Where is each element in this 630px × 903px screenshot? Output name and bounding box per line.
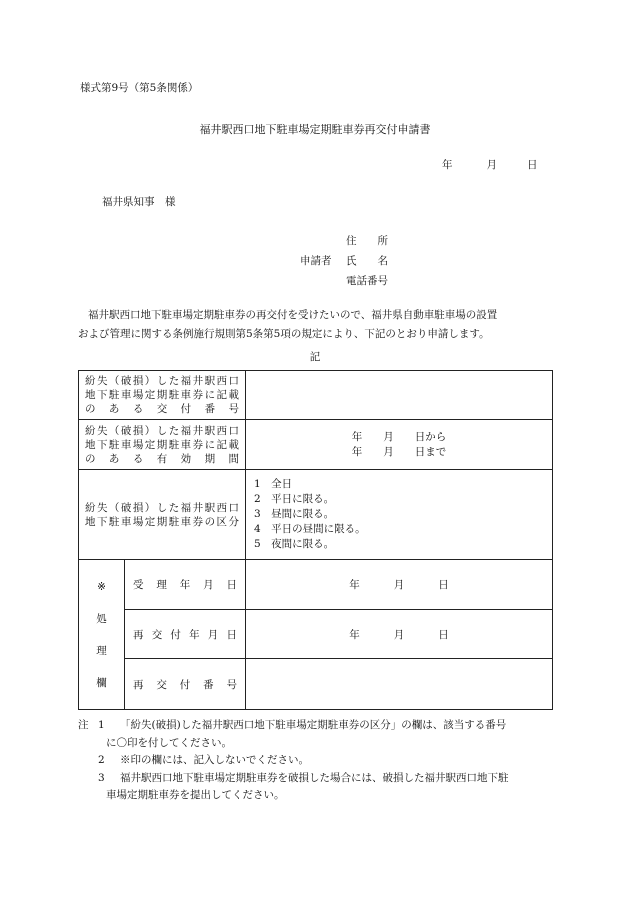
applicant-block (300, 231, 388, 291)
validity-from: 年 月 日から (351, 430, 447, 443)
table-row-reissue-number (79, 659, 553, 710)
receipt-date-field: 年 月 日 (246, 560, 553, 610)
category-label: 紛失（破損）した福井駅西口 地下駐車場定期駐車券の区分 (79, 470, 246, 560)
table-row-receipt-date (79, 560, 553, 610)
processing-char: 処 (96, 612, 107, 625)
date-day-label: 日 (527, 159, 538, 171)
reissue-date-label: 再交付年月日 (125, 610, 246, 659)
table-row-ticket-number (79, 371, 553, 420)
ki-heading: 記 (309, 351, 321, 363)
application-date (442, 157, 538, 172)
table-row-reissue-date (79, 610, 553, 659)
address-label: 住 所 (346, 235, 388, 247)
note-item (78, 752, 568, 770)
processing-mark: ※ (97, 580, 106, 593)
notes-head: 注 (78, 719, 89, 731)
table-row-validity (79, 420, 553, 470)
ticket-number-label: 紛失（破損）した福井駅西口 地下駐車場定期駐車券に記載 のある交付番号 (79, 371, 246, 420)
category-option[interactable]: 1 全日 (254, 478, 293, 490)
application-table (78, 370, 553, 710)
note-text: 「紛失(破損)した福井駅西口地下駐車場定期駐車券の区分」の欄は、該当する番号 (120, 719, 507, 731)
category-option[interactable]: 4 平日の昼間に限る。 (254, 523, 366, 535)
reissue-number-field (246, 659, 553, 710)
note-number: 2 (98, 754, 105, 766)
note-number: 3 (98, 771, 105, 784)
processing-char: 欄 (96, 676, 107, 689)
note-number: 1 (98, 719, 105, 731)
category-option[interactable]: 2 平日に限る。 (254, 493, 335, 505)
form-number: 様式第9号（第5条関係） (80, 82, 199, 94)
processing-char: 理 (96, 644, 107, 657)
notes (78, 717, 568, 805)
validity-label: 紛失（破損）した福井駅西口 地下駐車場定期駐車券に記載 のある有効期間 (79, 420, 246, 470)
page-title: 福井駅西口地下駐車場定期駐車券再交付申請書 (199, 123, 431, 136)
note-text-cont: に〇印を付してください。 (106, 736, 232, 749)
note-text: 福井駅西口地下駐車場定期駐車券を破損した場合には、破損した福井駅西口地下駐 (120, 771, 509, 784)
body-paragraph (78, 306, 556, 344)
category-option[interactable]: 5 夜間に限る。 (254, 538, 335, 550)
ticket-number-field[interactable] (246, 371, 553, 420)
category-option[interactable]: 3 昼間に限る。 (254, 508, 335, 520)
receipt-date-label: 受理年月日 (125, 560, 246, 610)
validity-to: 年 月 日まで (351, 445, 447, 458)
category-options (246, 470, 553, 560)
name-label: 氏 名 (346, 255, 388, 267)
body-line-2: および管理に関する条例施行規則第5条第5項の規定により、下記のとおり申請します。 (78, 328, 490, 340)
reissue-date-field: 年 月 日 (246, 610, 553, 659)
table-row-category (79, 470, 553, 560)
note-item (78, 770, 568, 805)
reissue-number-label: 再交付番号 (125, 659, 246, 710)
note-text: ※印の欄には、記入しないでください。 (120, 754, 309, 766)
processing-column (79, 560, 125, 710)
body-line-1: 福井駅西口地下駐車場定期駐車券の再交付を受けたいので、福井県自動車駐車場の設置 (88, 309, 498, 321)
applicant-prefix: 申請者 (300, 255, 332, 267)
date-year-label: 年 (442, 159, 453, 171)
note-item (78, 717, 568, 752)
date-month-label: 月 (486, 159, 497, 171)
note-text-cont: 車場定期駐車券を提出してください。 (106, 789, 285, 801)
addressee: 福井県知事 様 (102, 196, 176, 208)
validity-field[interactable] (246, 420, 553, 470)
phone-label: 電話番号 (346, 275, 388, 287)
